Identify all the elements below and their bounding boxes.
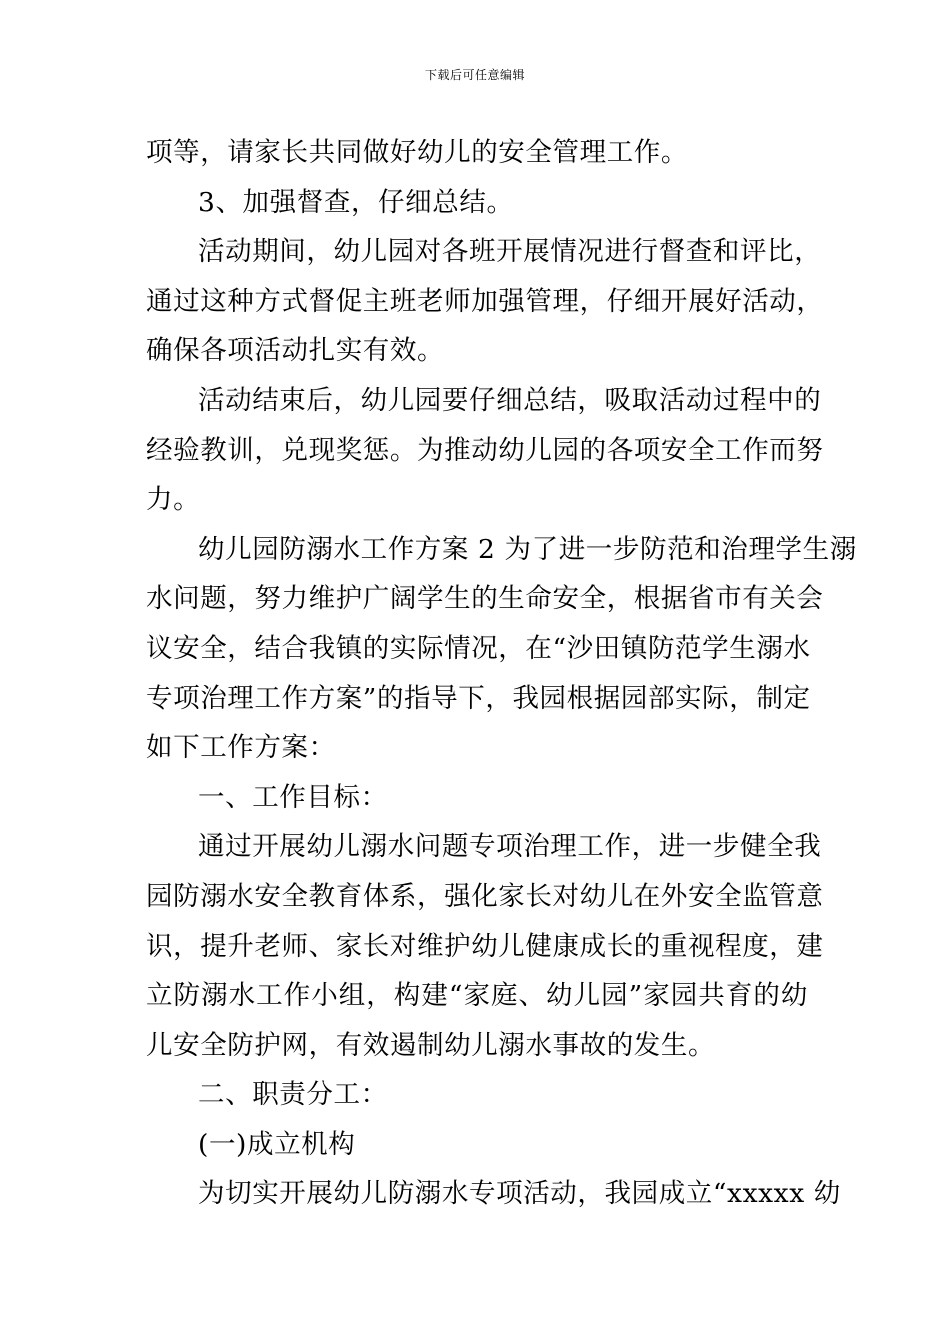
text-line: 经验教训，兑现奖惩。为推动幼儿园的各项安全工作而努 bbox=[146, 434, 824, 466]
text-line: 立防溺水工作小组，构建“家庭、幼儿园”家园共育的幼 bbox=[146, 980, 808, 1012]
text-line: 如下工作方案： bbox=[146, 732, 336, 764]
page-header-note: 下载后可任意编辑 bbox=[424, 68, 525, 82]
text-line: 活动结束后，幼儿园要仔细总结，吸取活动过程中的 bbox=[198, 384, 822, 416]
text-line: 3、加强督查，仔细总结。 bbox=[198, 186, 514, 218]
document-body bbox=[146, 128, 857, 1219]
text-line: 通过这种方式督促主班老师加强管理，仔细开展好活动， bbox=[146, 285, 824, 317]
text-line: (一)成立机构 bbox=[198, 1128, 356, 1160]
text-line: 议安全，结合我镇的实际情况，在“沙田镇防范学生溺水 bbox=[146, 632, 811, 664]
text-line: 园防溺水安全教育体系，强化家长对幼儿在外安全监管意 bbox=[146, 880, 824, 912]
text-line: 确保各项活动扎实有效。 bbox=[146, 335, 445, 367]
text-line: 儿安全防护网，有效遏制幼儿溺水事故的发生。 bbox=[146, 1029, 716, 1061]
text-line: 水问题，努力维护广阔学生的生命安全，根据省市有关会 bbox=[146, 583, 824, 615]
text-line: 通过开展幼儿溺水问题专项治理工作，进一步健全我 bbox=[198, 831, 822, 863]
text-line: 活动期间，幼儿园对各班开展情况进行督查和评比， bbox=[198, 236, 822, 268]
text-line: 为切实开展幼儿防溺水专项活动，我园成立“xxxxx 幼 bbox=[198, 1178, 841, 1210]
text-line: 二、职责分工： bbox=[198, 1079, 388, 1111]
text-line: 一、工作目标： bbox=[198, 781, 388, 813]
text-line: 识，提升老师、家长对维护幼儿健康成长的重视程度，建 bbox=[146, 930, 824, 962]
text-line: 项等，请家长共同做好幼儿的安全管理工作。 bbox=[146, 137, 688, 168]
text-line: 幼儿园防溺水工作方案 2 为了进一步防范和治理学生溺 bbox=[198, 533, 857, 565]
text-line: 力。 bbox=[146, 484, 201, 516]
text-line: 专项治理工作方案”的指导下，我园根据园部实际，制定 bbox=[146, 682, 811, 714]
